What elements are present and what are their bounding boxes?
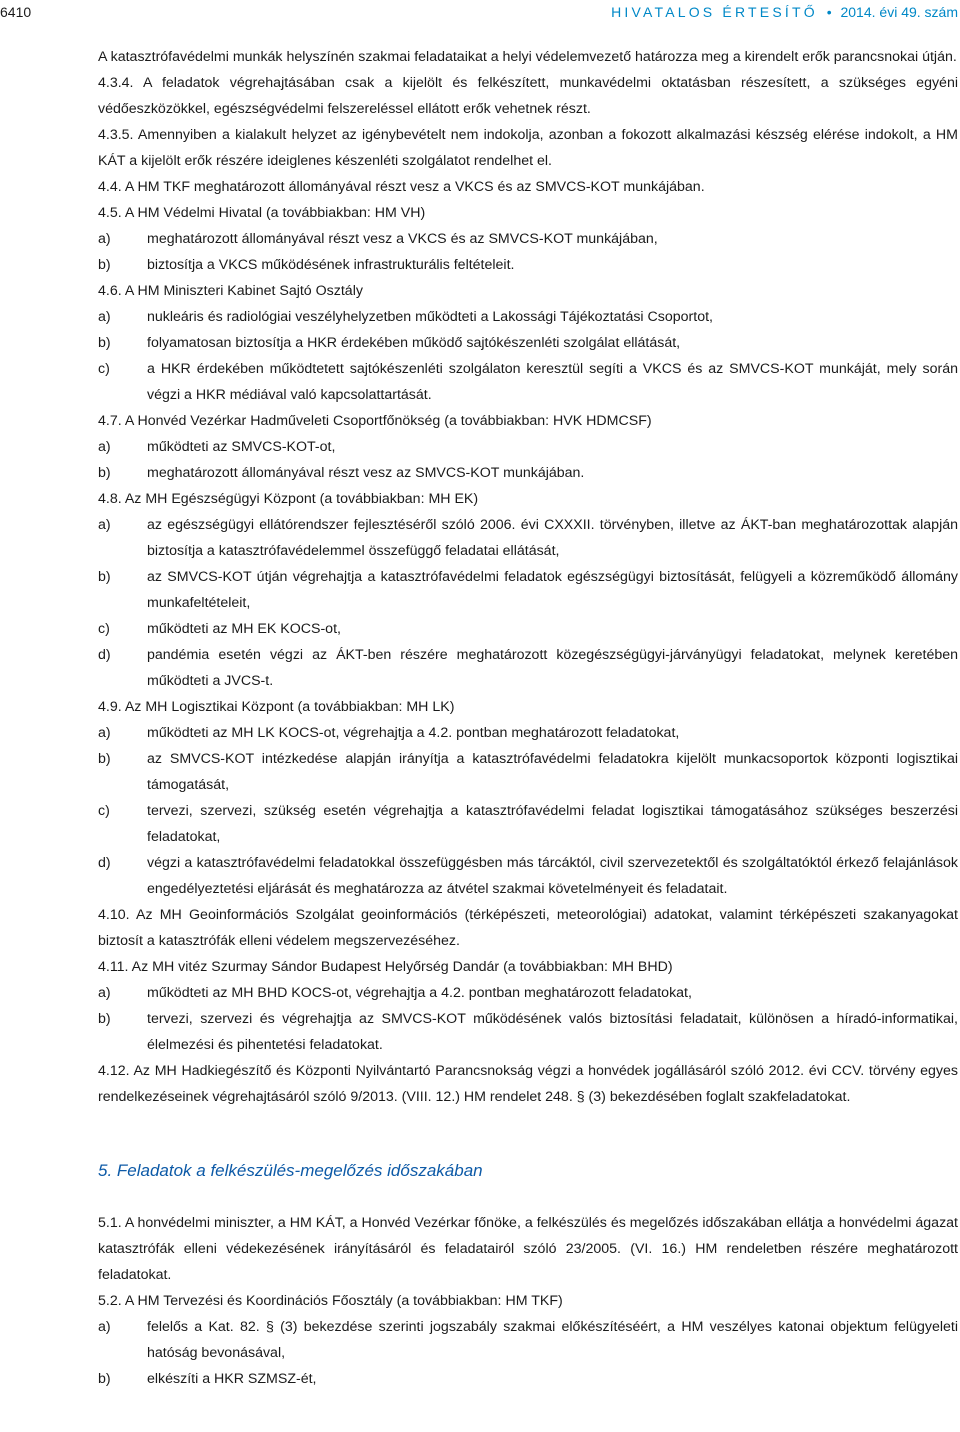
paragraph: 5.1. A honvédelmi miniszter, a HM KÁT, a Honvéd Vezérkar főnöke, a felkészülés és megelőzés időszakában ellátja a honvédelmi ágazat katasztrófák elleni védekezésének irányításáról és feladatairól szóló 23/2005. (VI. 16.) HM rendeletben részére meghatározott feladatokat. xyxy=(98,1215,958,1283)
list-item xyxy=(98,980,958,1006)
section-heading: 5. Feladatok a felkészülés-megelőzés időszakában xyxy=(98,1161,483,1180)
list-item-text: az egészségügyi ellátórendszer fejlesztéséről szóló 2006. évi CXXXII. törvényben, illetve az ÁKT-ban meghatározottak alapján biztosítja a katasztrófavédelemmel összefüggő feladatai ellátását, xyxy=(147,517,958,559)
list-item xyxy=(98,356,958,408)
list-item-marker: b) xyxy=(98,335,111,351)
paragraph: 4.12. Az MH Hadkiegészítő és Központi Nyilvántartó Parancsnokság végzi a honvédek jogállásáról szóló 2012. évi CCV. törvény egyes rendelkezéseinek végrehajtásáról szóló 9/2013. (VIII. 12.) HM rendelet 248. § (3) bekezdésében foglalt szakfeladatokat. xyxy=(98,1063,958,1105)
list-item-text: tervezi, szervezi, szükség esetén végrehajtja a katasztrófavédelmi feladat logisztikai támogatásához szükséges beszerzési feladatokat, xyxy=(147,803,958,845)
list-item xyxy=(98,798,958,850)
paragraph: 4.8. Az MH Egészségügyi Központ (a továbbiakban: MH EK) xyxy=(98,491,479,507)
paragraph: 4.7. A Honvéd Vezérkar Hadműveleti Csoportfőnökség (a továbbiakban: HVK HDMCSF) xyxy=(98,413,652,429)
list-item-text: biztosítja a VKCS működésének infrastrukturális feltételeit. xyxy=(147,257,515,273)
list-item-marker: b) xyxy=(98,257,111,273)
list-item-text: nukleáris és radiológiai veszélyhelyzetben működteti a Lakossági Tájékoztatási Csoportot, xyxy=(147,309,713,325)
list-item xyxy=(98,850,958,902)
list-item-marker: c) xyxy=(98,361,110,377)
list-item-marker: a) xyxy=(98,725,111,741)
paragraph: 4.3.5. Amennyiben a kialakult helyzet az igénybevételt nem indokolja, azonban a fokozott alkalmazási készség elérése indokolt, a HM KÁT a kijelölt erők részére ideiglenes készenléti szolgálatot rendelhet el. xyxy=(98,127,958,169)
paragraph: 4.3.4. A feladatok végrehajtásában csak a kijelölt és felkészített, munkavédelmi oktatásban részesített, a szükséges egyéni védőeszközökkel, egészségvédelmi felszereléssel ellátott erők vehetnek részt. xyxy=(98,75,958,117)
list-item-marker: b) xyxy=(98,1371,111,1387)
paragraph: 4.4. A HM TKF meghatározott állományával részt vesz a VKCS és az SMVCS-KOT munkájában. xyxy=(98,179,705,195)
list-item-marker: d) xyxy=(98,647,111,663)
list-item-marker: b) xyxy=(98,1011,111,1027)
list-item xyxy=(98,304,958,330)
list-item-text: folyamatosan biztosítja a HKR érdekében működő sajtókészenléti szolgálat ellátását, xyxy=(147,335,681,351)
list-item xyxy=(98,1366,958,1392)
list-item-text: tervezi, szervezi és végrehajtja az SMVCS-KOT működésének valós biztosítási feladatait, különösen a híradó-informatikai, élelmezési és pihentetési feladatokat. xyxy=(147,1011,958,1053)
list-item-text: működteti az SMVCS-KOT-ot, xyxy=(147,439,336,455)
list-item-text: az SMVCS-KOT útján végrehajtja a katasztrófavédelmi feladatok egészségügyi biztosítását, felügyeli a közreműködő állomány munkafeltételeit, xyxy=(147,569,958,611)
list-item-text: az SMVCS-KOT intézkedése alapján irányítja a katasztrófavédelmi feladatokra kijelölt munkacsoportok központi logisztikai támogatását, xyxy=(147,751,958,793)
list-item xyxy=(98,1314,958,1366)
list-item-marker: a) xyxy=(98,1319,111,1335)
paragraph: 4.5. A HM Védelmi Hivatal (a továbbiakban: HM VH) xyxy=(98,205,426,221)
list-item-marker: b) xyxy=(98,569,111,585)
gazette-separator: • xyxy=(826,4,832,20)
list-item-marker: a) xyxy=(98,309,111,325)
list-item xyxy=(98,642,958,694)
list-item-text: pandémia esetén végzi az ÁKT-ben részére meghatározott közegészségügyi-járványügyi feladatokat, melynek keretében működteti a JVCS-t. xyxy=(147,647,958,689)
paragraph: A katasztrófavédelmi munkák helyszínén szakmai feladataikat a helyi védelemvezető határozza meg a kirendelt erők parancsnokai útján. xyxy=(98,49,957,65)
list-item-marker: a) xyxy=(98,231,111,247)
list-item-text: meghatározott állományával részt vesz az SMVCS-KOT munkájában. xyxy=(147,465,585,481)
list-item-text: működteti az MH LK KOCS-ot, végrehajtja a 4.2. pontban meghatározott feladatokat, xyxy=(147,725,680,741)
list-item xyxy=(98,434,958,460)
gazette-running-title xyxy=(611,3,958,21)
list-item-marker: c) xyxy=(98,621,110,637)
list-item-text: működteti az MH BHD KOCS-ot, végrehajtja a 4.2. pontban meghatározott feladatokat, xyxy=(147,985,692,1001)
list-item xyxy=(98,252,958,278)
list-item-marker: a) xyxy=(98,439,111,455)
list-item-marker: a) xyxy=(98,985,111,1001)
list-item-text: a HKR érdekében működtetett sajtókészenléti szolgálaton keresztül segíti a VKCS és az SMVCS-KOT munkáját, mely során végzi a HKR médiával való kapcsolattartását. xyxy=(147,361,958,403)
list-item-text: felelős a Kat. 82. § (3) bekezdése szerinti jogszabály szakmai előkészítéséért, a HM veszélyes katonai objektum felügyeleti hatóság bevonásával, xyxy=(147,1319,958,1361)
list-item xyxy=(98,512,958,564)
list-item-marker: a) xyxy=(98,517,111,533)
list-item-marker: b) xyxy=(98,465,111,481)
list-item-text: meghatározott állományával részt vesz a VKCS és az SMVCS-KOT munkájában, xyxy=(147,231,658,247)
page-number: 6410 xyxy=(0,4,32,20)
gazette-title: HIVATALOS ÉRTESÍTŐ xyxy=(611,4,818,20)
list-item-marker: b) xyxy=(98,751,111,767)
list-item xyxy=(98,226,958,252)
list-item-text: végzi a katasztrófavédelmi feladatokkal összefüggésben más tárcáktól, civil szervezetektől és szolgáltatóktól érkező felajánlások engedélyeztetési eljárását és meghatározza az átvétel szakmai követelményeit és feladatait. xyxy=(147,855,958,897)
paragraph: 4.11. Az MH vitéz Szurmay Sándor Budapest Helyőrség Dandár (a továbbiakban: MH BHD) xyxy=(98,959,673,975)
list-item xyxy=(98,460,958,486)
list-item-marker: d) xyxy=(98,855,111,871)
list-item xyxy=(98,746,958,798)
paragraph: 4.9. Az MH Logisztikai Központ (a továbbiakban: MH LK) xyxy=(98,699,455,715)
gazette-issue: 2014. évi 49. szám xyxy=(840,4,958,20)
list-item xyxy=(98,330,958,356)
list-item xyxy=(98,720,958,746)
paragraph: 4.10. Az MH Geoinformációs Szolgálat geoinformációs (térképészeti, meteorológiai) adatokat, valamint térképészeti szakanyagokat biztosít a katasztrófák elleni védelem megszervezéséhez. xyxy=(98,907,958,949)
document-body xyxy=(98,44,958,1392)
list-item xyxy=(98,616,958,642)
list-item-text: elkészíti a HKR SZMSZ-ét, xyxy=(147,1371,317,1387)
paragraph: 4.6. A HM Miniszteri Kabinet Sajtó Osztály xyxy=(98,283,363,299)
page-header xyxy=(0,0,960,26)
paragraph: 5.2. A HM Tervezési és Koordinációs Főosztály (a továbbiakban: HM TKF) xyxy=(98,1293,563,1309)
list-item-text: működteti az MH EK KOCS-ot, xyxy=(147,621,341,637)
list-item-marker: c) xyxy=(98,803,110,819)
list-item xyxy=(98,564,958,616)
list-item xyxy=(98,1006,958,1058)
